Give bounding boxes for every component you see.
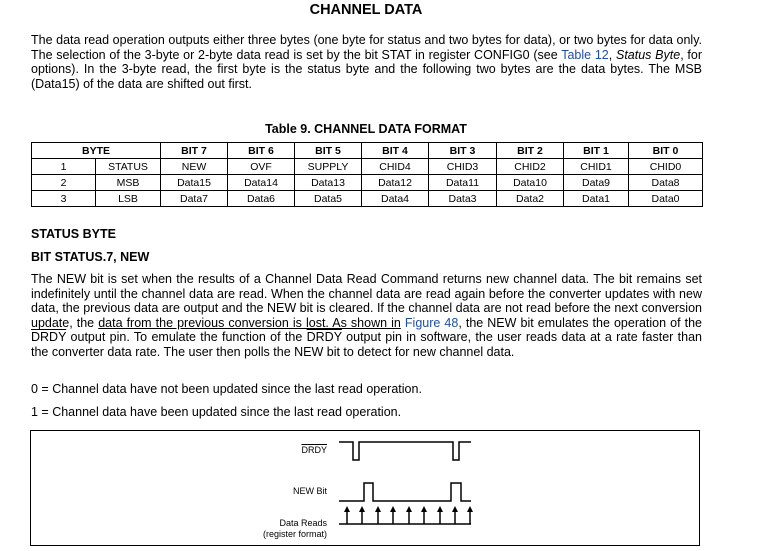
channel-data-format-table	[31, 142, 703, 207]
table-header-row	[32, 143, 703, 159]
header-byte: BYTE	[32, 143, 161, 159]
status-byte-heading: STATUS BYTE	[31, 227, 116, 241]
header-bit0: BIT 0	[629, 143, 703, 159]
table-cell: Data10	[497, 175, 564, 191]
table-cell: Data2	[497, 191, 564, 207]
table-cell: LSB	[96, 191, 161, 207]
header-bit1: BIT 1	[564, 143, 629, 159]
table-cell: Data4	[362, 191, 429, 207]
header-bit5: BIT 5	[295, 143, 362, 159]
data-read-arrows	[339, 508, 471, 524]
table-cell: CHID4	[362, 159, 429, 175]
table-cell: CHID0	[629, 159, 703, 175]
table-cell: Data8	[629, 175, 703, 191]
table-cell: SUPPLY	[295, 159, 362, 175]
header-bit2: BIT 2	[497, 143, 564, 159]
page-title: CHANNEL DATA	[309, 2, 423, 18]
table-caption: Table 9. CHANNEL DATA FORMAT	[265, 122, 467, 136]
table-cell: Data0	[629, 191, 703, 207]
drdy-waveform	[339, 442, 471, 460]
new-bit-paragraph: The NEW bit is set when the results of a Channel Data Read Command returns new channel data. The bit remains set indefinitely until the channel data are read. When the channel data are read again before the converter updates with new data, the previous data are output and the NEW bit is cleared. If the channel data are not read before the next conversion update, the data from the previous conversion is lost. As shown in Figure 48, the NEW bit emulates the operation of the DRDY output pin. To emulate the function of the DRDY output pin in software, the user reads data at a rate faster than the converter data rate. The user then polls the NEW bit to detect for new channel data.	[31, 272, 703, 359]
table-cell: STATUS	[96, 159, 161, 175]
table-cell: Data1	[564, 191, 629, 207]
table-cell: Data6	[228, 191, 295, 207]
table-row	[32, 175, 703, 191]
option-0-text: 0 = Channel data have not been updated since the last read operation.	[31, 382, 422, 396]
drdy-label: DRDY	[301, 445, 327, 455]
table-cell: OVF	[228, 159, 295, 175]
table-cell: CHID3	[429, 159, 497, 175]
table-cell: NEW	[161, 159, 228, 175]
data-reads-label: Data Reads (register format)	[262, 518, 327, 539]
header-bit6: BIT 6	[228, 143, 295, 159]
table-cell: 3	[32, 191, 96, 207]
header-bit4: BIT 4	[362, 143, 429, 159]
table-cell: 1	[32, 159, 96, 175]
table-cell: Data13	[295, 175, 362, 191]
table-cell: Data14	[228, 175, 295, 191]
timing-figure	[30, 430, 700, 546]
header-bit3: BIT 3	[429, 143, 497, 159]
timing-diagram	[31, 431, 698, 544]
intro-paragraph: The data read operation outputs either three bytes (one byte for status and two bytes for data), or two bytes for data only. The selection of the 3-byte or 2-byte data read is set by the bit STAT in register CONFIG0 (see Table 12, Status Byte, for options). In the 3-byte read, the first byte is the status byte and the following two bytes are the data bytes. The MSB (Data15) of the data are shifted out first.	[31, 33, 702, 91]
table-cell: Data15	[161, 175, 228, 191]
new-bit-label: NEW Bit	[292, 486, 327, 496]
bit-status7-heading: BIT STATUS.7, NEW	[31, 250, 150, 264]
table-12-link[interactable]: Table 12	[561, 47, 609, 62]
table-row	[32, 159, 703, 175]
table-row	[32, 191, 703, 207]
table-cell: Data5	[295, 191, 362, 207]
table-cell: Data9	[564, 175, 629, 191]
table-cell: 2	[32, 175, 96, 191]
table-cell: MSB	[96, 175, 161, 191]
table-cell: CHID2	[497, 159, 564, 175]
option-1-text: 1 = Channel data have been updated since the last read operation.	[31, 405, 402, 419]
table-cell: Data3	[429, 191, 497, 207]
header-bit7: BIT 7	[161, 143, 228, 159]
table-cell: Data11	[429, 175, 497, 191]
new-bit-waveform	[339, 483, 471, 501]
table-cell: CHID1	[564, 159, 629, 175]
figure-48-link[interactable]: Figure 48	[404, 315, 459, 330]
table-cell: Data7	[161, 191, 228, 207]
table-cell: Data12	[362, 175, 429, 191]
